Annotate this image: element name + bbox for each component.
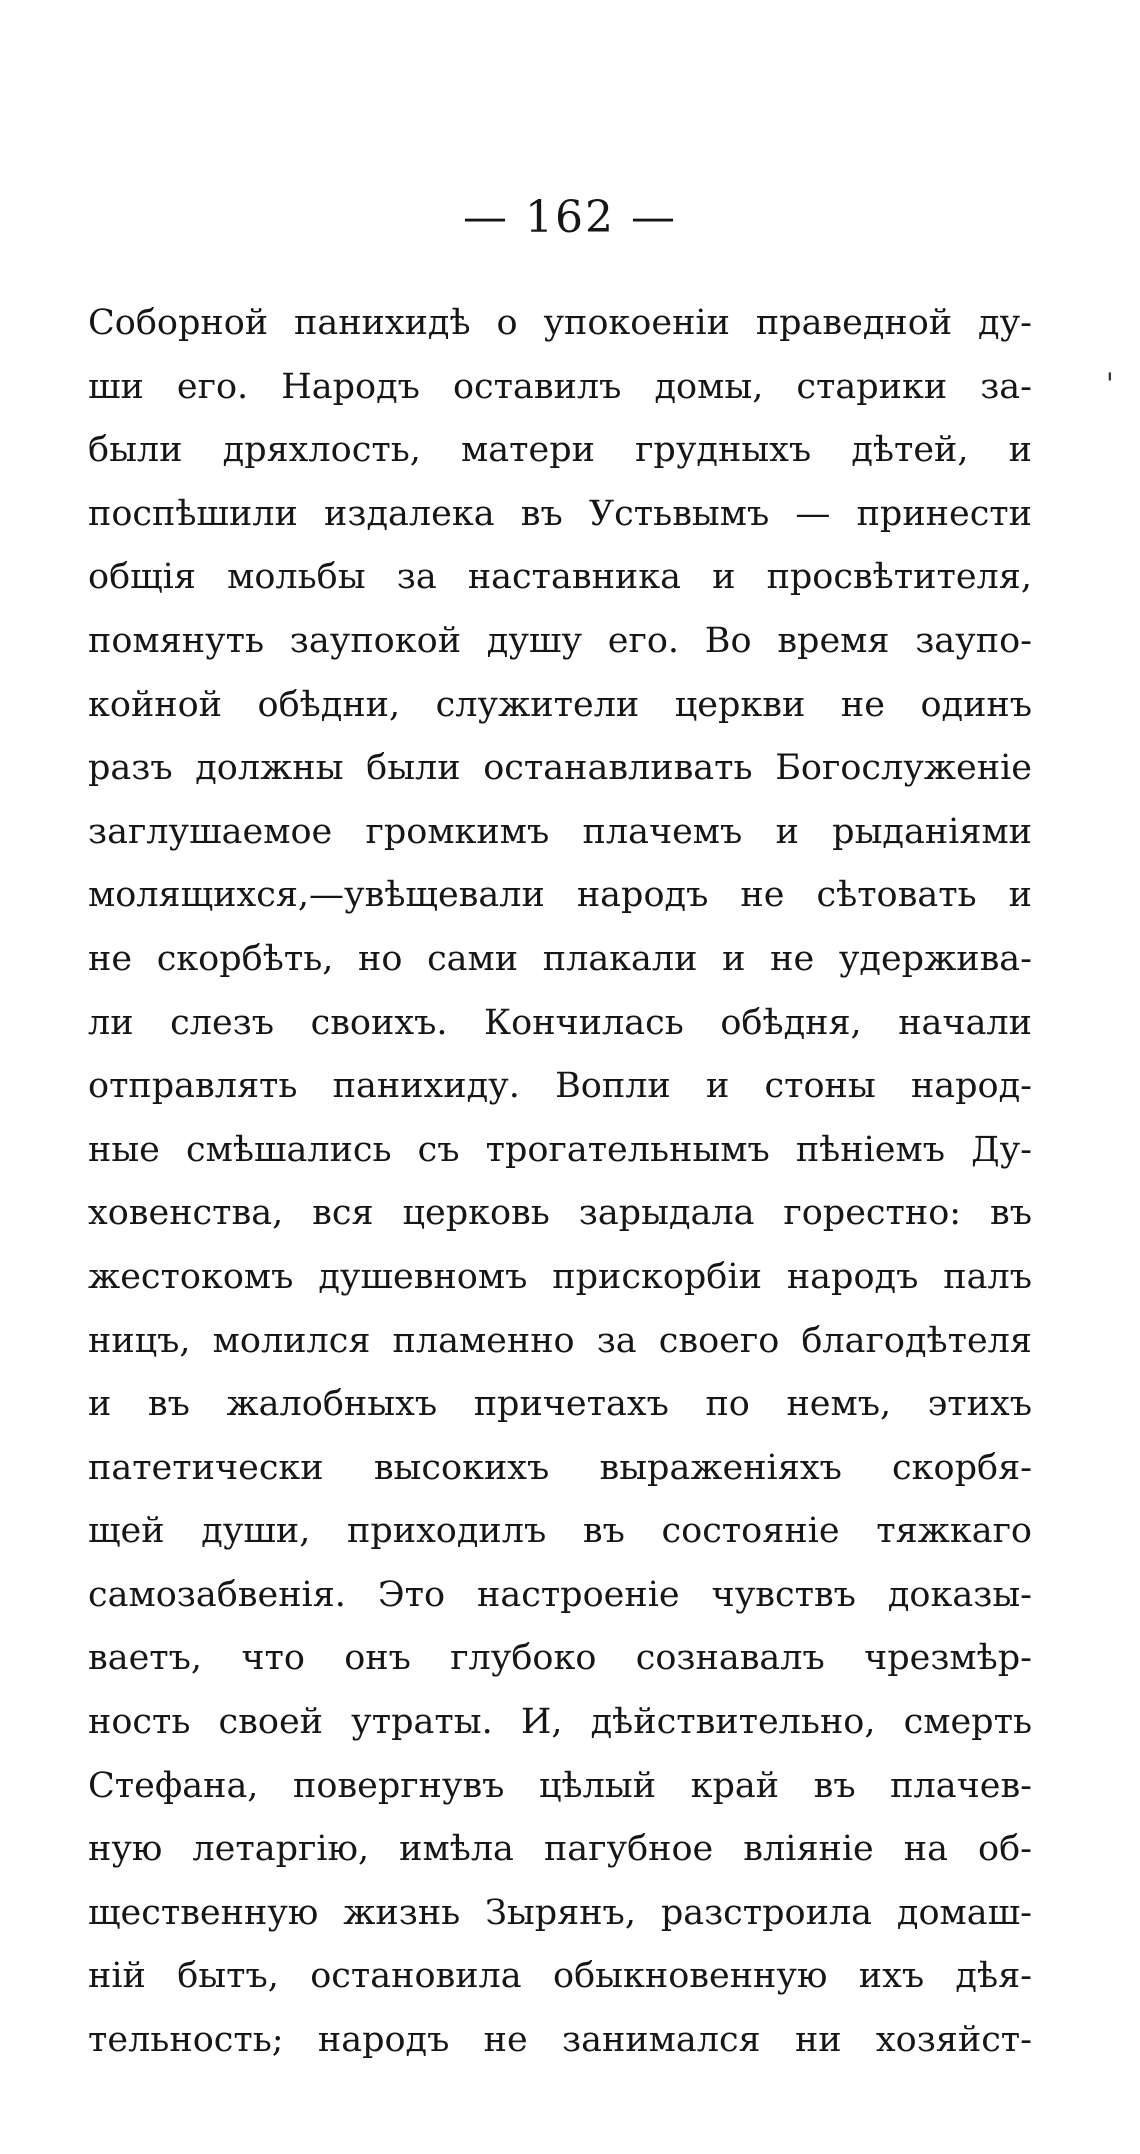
text-line: патетически высокихъ выраженіяхъ скорбя- bbox=[88, 1447, 1032, 1488]
page-number: — 162 — bbox=[463, 192, 677, 243]
text-line: самозабвенія. Это настроеніе чувствъ доказы- bbox=[88, 1574, 1032, 1615]
text-line: Стефана, повергнувъ цѣлый край въ плачев- bbox=[88, 1765, 1032, 1806]
text-line: отправлять панихиду. Вопли и стоны народ- bbox=[88, 1066, 1032, 1107]
text-line: ши его. Народъ оставилъ домы, старики за- bbox=[88, 366, 1032, 407]
ink-speck: ' bbox=[1105, 367, 1114, 402]
text-line: койной обѣдни, служители церкви не одинъ bbox=[88, 684, 1032, 725]
text-line: молящихся,—увѣщевали народъ не сѣтовать и bbox=[88, 875, 1032, 916]
text-line: и въ жалобныхъ причетахъ по немъ, этихъ bbox=[88, 1384, 1032, 1425]
text-line: ваетъ, что онъ глубоко сознавалъ чрезмѣр- bbox=[88, 1638, 1032, 1679]
text-line: ность своей утраты. И, дѣйствительно, смерть bbox=[88, 1702, 1032, 1743]
text-line: ній бытъ, остановила обыкновенную ихъ дѣя- bbox=[88, 1956, 1032, 1997]
text-line: помянуть заупокой душу его. Во время заупо- bbox=[88, 620, 1032, 661]
text-line: ли слезъ своихъ. Кончилась обѣдня, начали bbox=[88, 1002, 1032, 1043]
text-line: ную летаргію, имѣла пагубное вліяніе на об- bbox=[88, 1829, 1032, 1870]
text-line: тельность; народъ не занимался ни хозяйст- bbox=[88, 2020, 1032, 2061]
text-line: ные смѣшались съ трогательнымъ пѣніемъ Ду- bbox=[88, 1129, 1032, 1170]
text-line: разъ должны были останавливать Богослуженіе bbox=[88, 748, 1032, 789]
text-line: общія мольбы за наставника и просвѣтителя, bbox=[88, 557, 1032, 598]
text-line: ховенства, вся церковь зарыдала горестно: въ bbox=[88, 1193, 1032, 1234]
text-body bbox=[88, 292, 1032, 2073]
text-line: заглушаемое громкимъ плачемъ и рыданіями bbox=[88, 811, 1032, 852]
text-line: не скорбѣть, но сами плакали и не удержива- bbox=[88, 938, 1032, 979]
text-line: жестокомъ душевномъ прискорбіи народъ палъ bbox=[88, 1256, 1032, 1297]
text-line: ницъ, молился пламенно за своего благодѣтеля bbox=[88, 1320, 1032, 1361]
text-line: поспѣшили издалека въ Устьвымъ — принести bbox=[88, 493, 1032, 534]
text-line: были дряхлость, матери грудныхъ дѣтей, и bbox=[88, 430, 1032, 471]
text-line: Соборной панихидѣ о упокоеніи праведной ду- bbox=[88, 303, 1032, 343]
text-line: щественную жизнь Зырянъ, разстроила домаш- bbox=[88, 1892, 1032, 1933]
text-line: щей души, приходилъ въ состояніе тяжкаго bbox=[88, 1511, 1032, 1552]
